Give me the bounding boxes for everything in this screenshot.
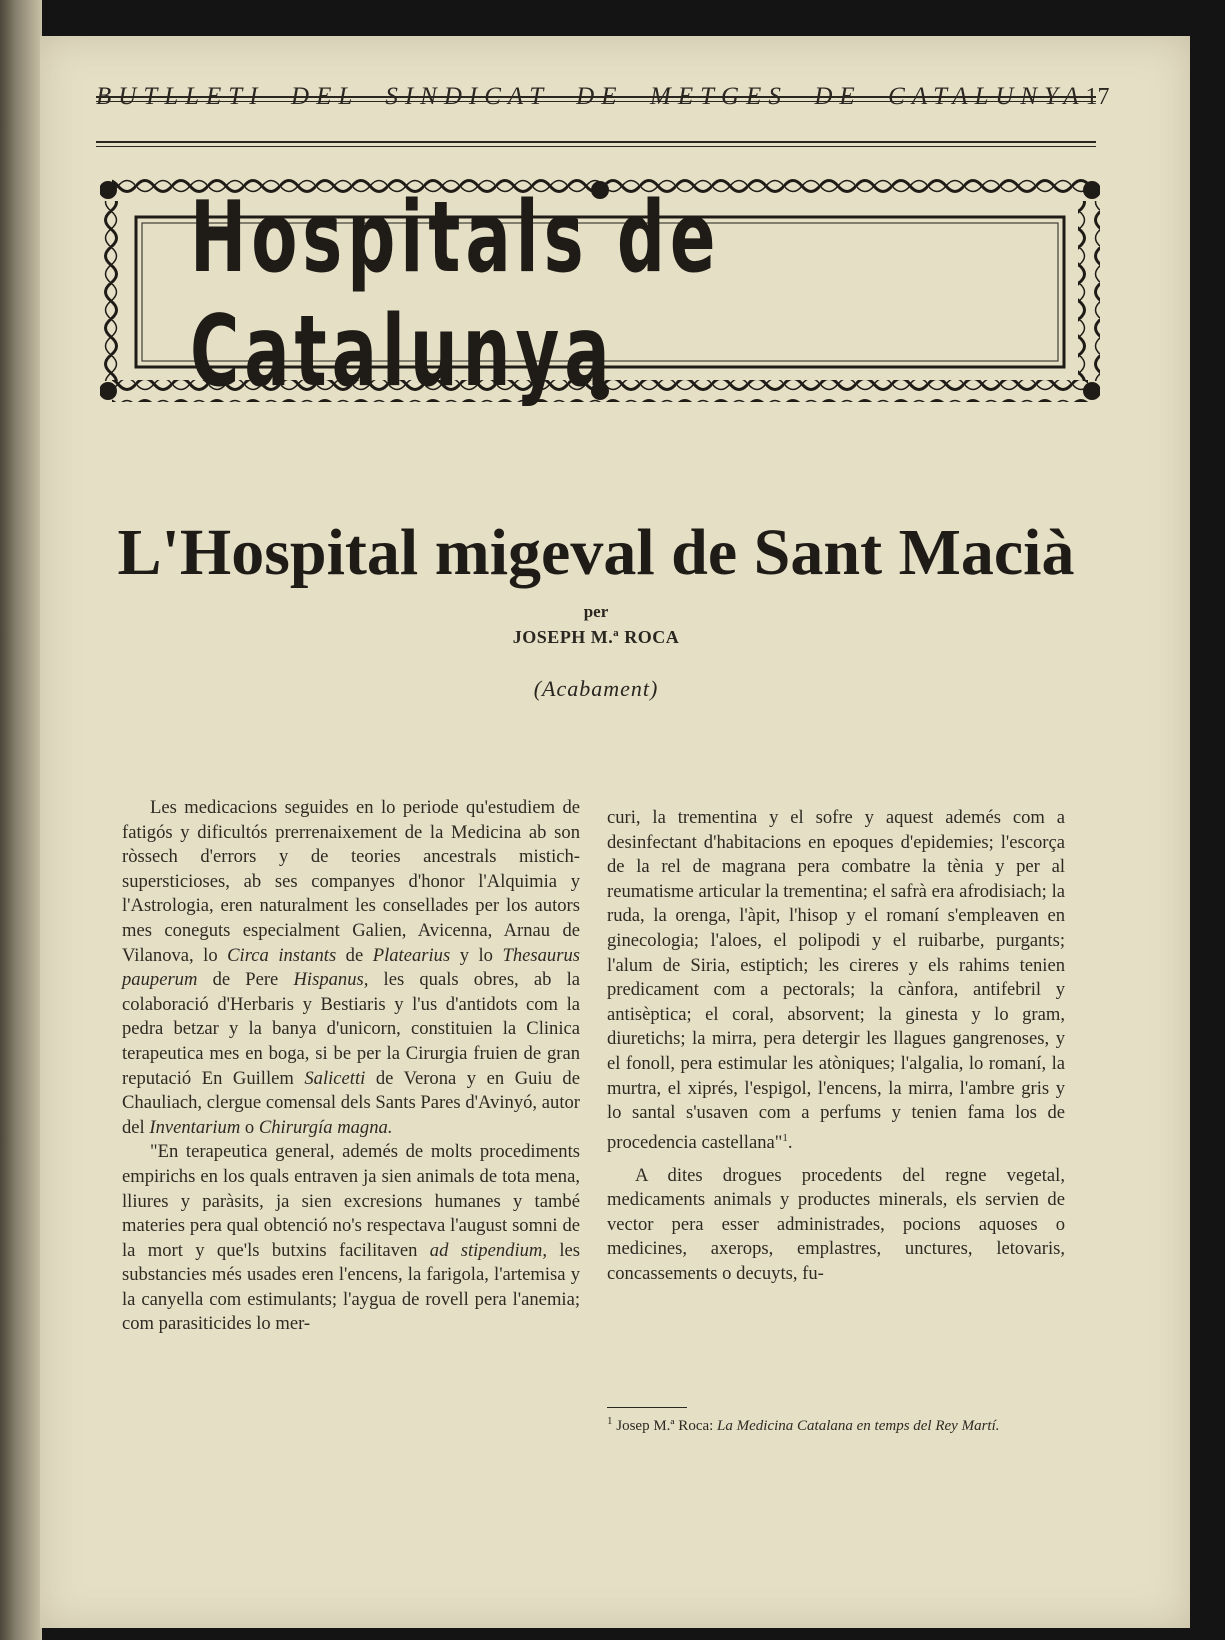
section-banner (100, 175, 1100, 415)
text-run: curi, la trementina y el sofre y aquest ademés com a desinfectant d'habitacions en epoques d'epidemies; l'escorça de la rel de magrana pera combatre la tènia y per al reumatisme articular la trementina; el safrà era afrodisiach; la ruda, la orenga, l'àpit, l'hisop y el romaní s'empleaven en ginecologia; l'aloes, el polipodi y el ruibarbe, purgants; l'alum de Siria, estiptich; les cireres y els rahims tenien predicament com a pectorals; la cànfora, antifebril y antisèptica; el coral, absorvent; la ginesta y lo gram, diuretichs; la mirra, pera detergir les llagues gangrenoses, y el fonoll, pera estimular les atòniques; l'algalia, lo romaní, la murtra, el xiprés, l'espigol, l'encens, la mirra, l'ambre gris y lo santal s'usaven com a perfums y tenien fama los de procedencia castellana" (607, 807, 1065, 1153)
text-run: "En terapeutica general, ademés de molts procediments empirichs en los quals entraven ja sien animals de tota mena, lliures y paràsits, ja sien excresions humanes y també materies pera qual obtenció no's respectava l'august somni de la mort y que'ls butxins facilitaven (122, 1141, 580, 1261)
italic-title: Circa instants (227, 944, 337, 966)
text-run: . (787, 1131, 793, 1153)
running-header (96, 80, 1110, 114)
footnote-ref: 1 (782, 1131, 788, 1144)
body-column-right (607, 806, 1065, 1286)
italic-name: Hispanus, (293, 969, 369, 991)
italic-title: Thesaurus pauperum (122, 944, 580, 991)
text-run: Les medicacions seguides en lo periode qu'estudiem de fatigós y dificultós prerrenaixement de la Medicina ab son ròssech d'errors y de teories ancestrals mistich-supersticioses, ab ses companyes d'honor l'Alquimia y l'Astrologia, eren naturalment les consellades per los autors mes coneguts especialment Galien, Avicenna, Arnau de Vilanova, lo (122, 797, 580, 966)
italic-name: Salicetti (304, 1067, 366, 1089)
text-run: de (336, 944, 373, 966)
footnote-text: Josep M.ª Roca: (612, 1418, 718, 1434)
header-rule-bottom-thin (96, 146, 1096, 147)
italic-phrase: ad stipendium, (429, 1239, 547, 1261)
footnote-marker: 1 (607, 1415, 613, 1427)
italic-title: Inventarium (149, 1116, 241, 1138)
author-name: JOSEPH M.ª ROCA (512, 627, 680, 647)
banner-title: Hospitals de Catalunya (190, 181, 721, 409)
text-run: les substancies més usades eren l'encens, la farigola, l'artemisa y la canyella com estimulants; l'aygua de rovell pera l'anemia; com parasiticides lo mer- (122, 1239, 580, 1335)
article-title: L'Hospital migeval de Sant Macià (117, 516, 1075, 589)
article-note: (Acabament) (533, 676, 659, 701)
journal-title: BUTLLETI DEL SINDICAT DE METGES DE CATALUNYA (96, 83, 1086, 110)
text-run: o (240, 1116, 259, 1138)
header-rule-bottom (96, 141, 1096, 143)
body-column-left (122, 796, 580, 1337)
page-gutter-edge (0, 0, 42, 1640)
paragraph (122, 1140, 580, 1337)
page-number: 17 (1085, 83, 1110, 110)
paragraph: A dites drogues procedents del regne vegetal, medicaments animals y productes minerals, els servien de vector pera esser administrades, pocions aquoses o medicines, axerops, emplastres, unctures, letovaris, concassements o decuyts, fu- (607, 1164, 1065, 1284)
byline-prefix: per (583, 602, 609, 621)
footnote-book-title: La Medicina Catalana en temps del Rey Martí. (717, 1418, 1000, 1434)
italic-title: Platearius (372, 944, 451, 966)
paragraph (607, 806, 1065, 1156)
paragraph (122, 796, 580, 1140)
footnote-rule (607, 1407, 687, 1408)
text-run: de Verona y en Guiu de Chauliach, clergue comensal dels Sants Pares d'Avinyó, autor del (122, 1067, 580, 1138)
footnote (607, 1412, 1059, 1436)
italic-title: Chirurgía magna. (258, 1116, 393, 1138)
text-run: y lo (450, 944, 503, 966)
text-run: de Pere (197, 969, 294, 991)
text-run: les quals obres, ab la colaboració d'Herbaris y Bestiaris y l'us d'antidots com la pedra betzar y la banya d'unicorn, constituien la Clinica terapeutica mes en boga, si be per la Cirurgia fruien de gran reputació En Guillem (122, 969, 580, 1089)
